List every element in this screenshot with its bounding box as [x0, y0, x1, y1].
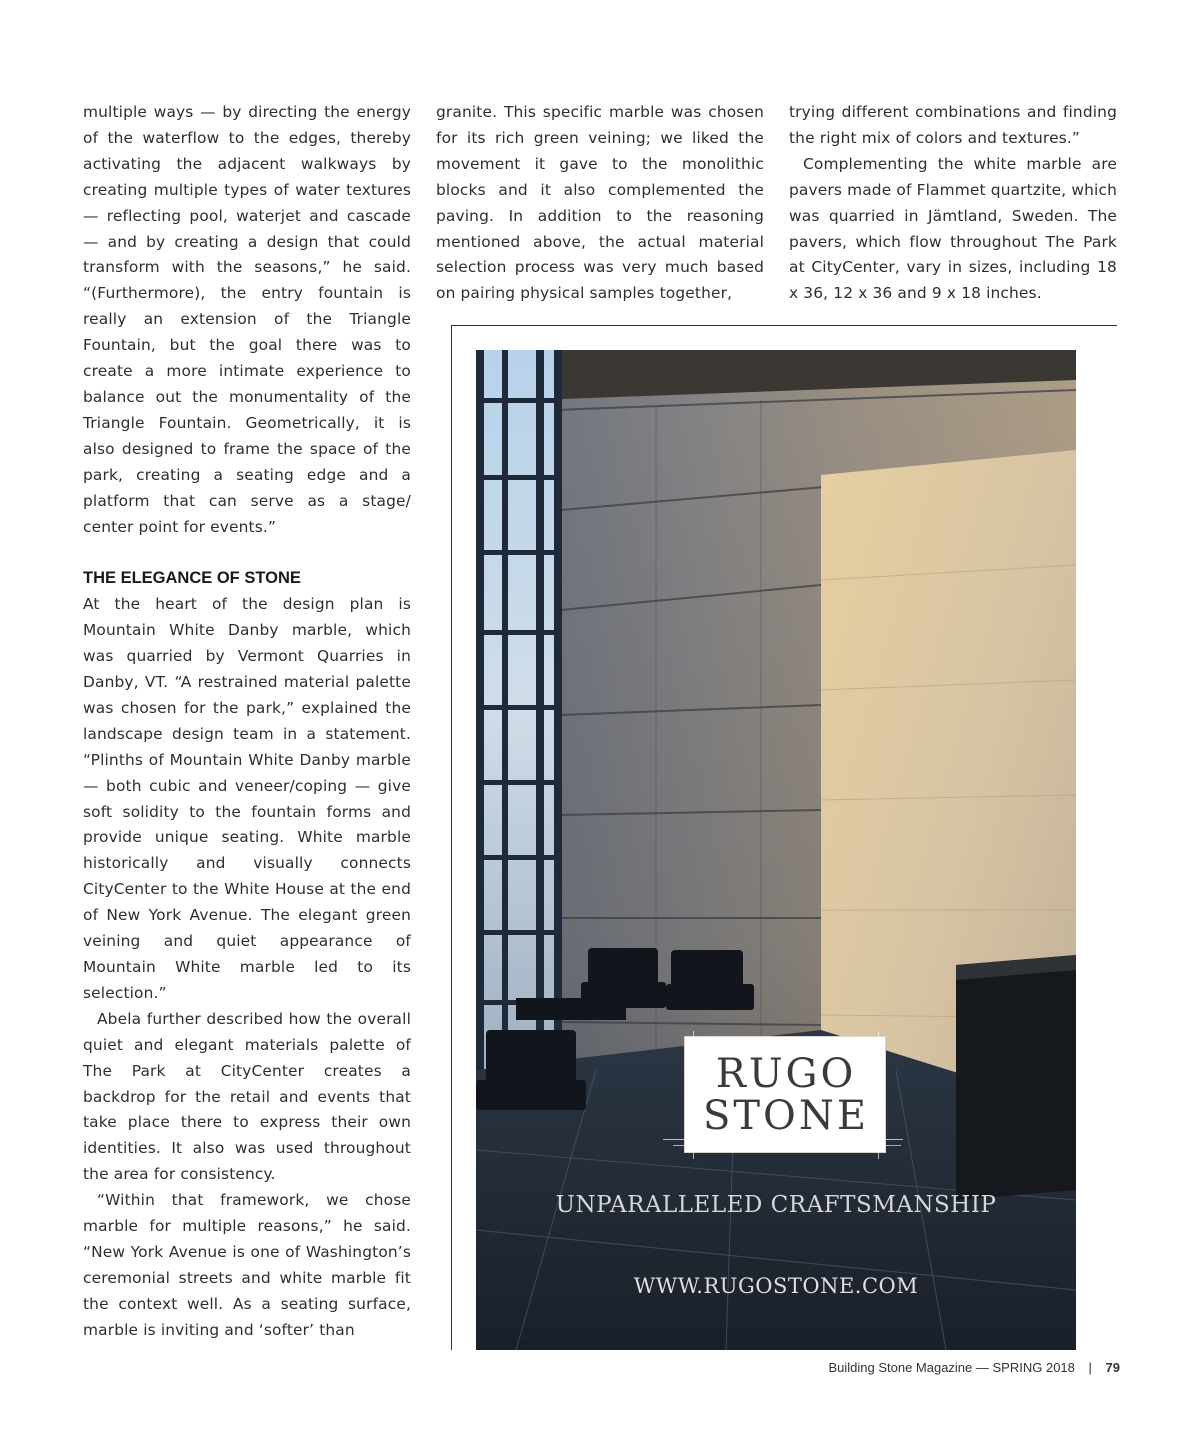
ad-website-url: WWW.RUGOSTONE.COM [633, 1274, 919, 1298]
logo-word-stone: STONE [702, 1093, 870, 1139]
article-column-3 [789, 100, 1117, 307]
page-number: 79 [1105, 1360, 1120, 1375]
rugo-stone-logo [684, 1036, 886, 1153]
article-column-1 [83, 100, 411, 1344]
ad-tagline: UNPARALLELED CRAFTSMANSHIP [555, 1192, 997, 1218]
ad-frame-left-rule [451, 325, 452, 1350]
logo-decoration-line [673, 1145, 901, 1146]
article-paragraph: trying different combinations and finding the right mix of colors and textures.” [789, 103, 1117, 147]
article-paragraph: granite. This specific marble was chosen for its rich green veining; we liked the movement it gave to the monolithic blocks and it also complemented the paving. In addition to the reasoning mentioned above, the actual material selection process was very much based on pairing physical samples together, [436, 103, 764, 303]
logo-word-rugo: RUGO [715, 1051, 857, 1097]
page-footer [828, 1360, 1120, 1375]
article-paragraph: Abela further described how the overall quiet and elegant materials palette of The Park at CityCenter creates a backdrop for the retail and events that take place there to express their own identities. It also was used throughout the area for consistency. [83, 1009, 411, 1184]
footer-issue: SPRING 2018 [992, 1360, 1075, 1375]
article-paragraph: “Within that framework, we chose marble for multiple reasons,” he said. “New York Avenue is one of Washington’s ceremonial streets and white marble fit the context well. As a seating surface, marble is inviting and ‘softer’ than [83, 1191, 411, 1339]
ad-frame-top-rule [451, 325, 1117, 326]
section-subheading: THE ELEGANCE OF STONE [83, 569, 301, 588]
article-paragraph: At the heart of the design plan is Mountain White Danby marble, which was quarried by Vermont Quarries in Danby, VT. “A restrained material palette was chosen for the park,” explained the landscape design team in a statement. “Plinths of Mountain White Danby marble — both cubic and veneer/coping — give soft solidity to the fountain forms and provide unique seating. White marble historically and visually connects CityCenter to the White House at the end of New York Avenue. The elegant green veining and quiet appearance of Mountain White marble led to its selection.” [83, 595, 411, 1002]
logo-decoration-line [663, 1139, 903, 1140]
rugo-stone-advertisement [476, 350, 1076, 1350]
footer-publication: Building Stone Magazine — [828, 1360, 989, 1375]
article-paragraph: multiple ways — by directing the energy of the waterflow to the edges, thereby activating the adjacent walkways by creating multiple types of water textures — reflecting pool, waterjet and cascade — and by creating a design that could transform with the seasons,” he said. “(Furthermore), the entry fountain is really an extension of the Triangle Fountain, but the goal there was to create a more intimate experience to balance out the monumentality of the Triangle Fountain. Geometrically, it is also designed to frame the space of the park, creating a seating edge and a platform that can serve as a stage/ center point for events.” [83, 103, 411, 536]
article-paragraph: Complementing the white marble are pavers made of Flammet quartzite, which was quarried in Jämtland, Sweden. The pavers, which flow throughout The Park at CityCenter, vary in sizes, including 18 x 36, 12 x 36 and 9 x 18 inches. [789, 154, 1117, 303]
footer-separator: | [1088, 1360, 1092, 1375]
article-column-2 [436, 100, 764, 307]
